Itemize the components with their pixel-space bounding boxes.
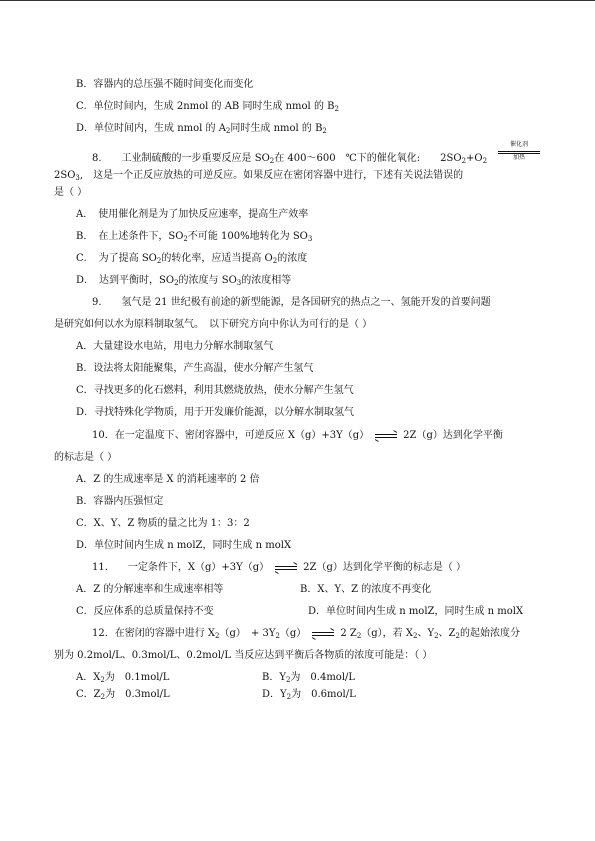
text: 的转化率，应适当提高 O	[161, 253, 273, 264]
q10-stem-line2	[54, 453, 117, 463]
q9-stem-line1	[92, 298, 491, 308]
q11-stem	[92, 563, 466, 573]
text: B．X、Y、Z 的浓度不再变化	[300, 584, 432, 595]
q9-stem-line2	[54, 320, 372, 330]
text: 8. 工业制硫酸的一步重要反应是 SO	[92, 153, 270, 164]
text: A．大量建设水电站，用电力分解水制取氢气	[76, 341, 274, 352]
q9-option-c	[76, 386, 354, 396]
q7-option-c	[76, 102, 339, 112]
q12-option-a	[76, 673, 169, 683]
text: A．Z 的分解速率和生成速率相等	[76, 584, 224, 595]
text: B．容器内压强恒定	[76, 496, 164, 507]
text: 为 0.3mol/L	[105, 689, 170, 700]
text: C． 为了提高 SO	[76, 253, 157, 264]
top-rule	[0, 0, 595, 1]
subscript: 2	[174, 279, 179, 287]
subscript: 3	[236, 279, 242, 287]
text: D．寻找特殊化学物质，用于开发廉价能源，以分解水制取氢气	[76, 407, 355, 418]
q10-option-c	[76, 519, 250, 529]
subscript: 2	[100, 693, 106, 701]
subscript: 2	[412, 632, 418, 640]
text: 、Z	[438, 628, 456, 639]
subscript: 2	[356, 632, 362, 640]
text: 别为 0.2mol/L、0.3mol/L、0.2mol/L 当反应达到平衡后各物质的浓度可能是：（ ）	[54, 650, 433, 661]
text: +O	[466, 153, 483, 164]
q7-option-b-text: B．容器内的总压强不随时间变化而变化	[76, 79, 254, 90]
text: 的浓度	[277, 253, 308, 264]
equilibrium-arrow	[275, 565, 297, 571]
equilibrium-arrow	[312, 631, 334, 637]
subscript: 2	[215, 632, 220, 640]
q11-option-a	[76, 585, 223, 595]
text: D．单位时间内生成 n molZ，同时生成 n molX	[308, 606, 524, 617]
text: 2Z（g）达到化学平衡	[403, 430, 503, 441]
text: A．Z 的生成速率是 X 的消耗速率的 2 倍	[76, 474, 260, 485]
q9-option-d	[76, 408, 354, 418]
subscript: 2	[285, 676, 291, 684]
text: A．X	[76, 672, 101, 683]
subscript: 2	[275, 632, 280, 640]
q7-option-d	[76, 124, 327, 134]
q9-option-a	[76, 342, 273, 352]
heat-label: 加热	[512, 154, 525, 161]
text: 9. 氢气是 21 世纪极有前途的新型能源，是各国研究的热点之一、氢能开发的首要问题	[92, 297, 491, 308]
text: 2Z（g）达到化学平衡的标志是（ ）	[303, 562, 467, 573]
text: 为 0.4mol/L	[290, 672, 356, 683]
text: 的浓度与 SO	[178, 275, 237, 286]
q8-option-c	[76, 254, 307, 264]
text: 同时生成 nmol 的 B	[230, 123, 323, 134]
text: B． 在上述条件下，SO	[76, 231, 184, 242]
catalyst-label: 催化剂	[509, 141, 528, 148]
q8-stem-line2	[54, 171, 463, 181]
text: D． 达到平衡时，SO	[76, 275, 175, 286]
subscript: 2	[322, 127, 327, 135]
forward-arrow	[498, 151, 540, 152]
subscript: 3	[75, 174, 80, 182]
text: 在 400～600 ℃下的催化氧化: 2SO	[274, 153, 462, 164]
subscript: 2	[482, 157, 488, 165]
text: D．单位时间内生成 n molZ，同时生成 n molX	[76, 540, 292, 551]
q12-option-c	[76, 690, 170, 700]
text: （g） + 3Y	[219, 628, 276, 639]
subscript: 2	[272, 257, 278, 265]
subscript: 2	[225, 127, 231, 135]
q12-option-d	[262, 690, 356, 700]
subscript: 2	[455, 632, 460, 640]
text: 不可能 100%地转化为 SO	[187, 231, 308, 242]
equilibrium-arrow	[375, 433, 397, 439]
text: 的标志是（ ）	[54, 452, 118, 463]
q10-option-b	[76, 497, 163, 507]
q7-option-b	[76, 80, 253, 90]
text: B．Y	[262, 672, 286, 683]
subscript: 2	[286, 693, 292, 701]
text: C．单位时间内，生成 2nmol 的 AB 同时生成 nmol 的 B	[76, 101, 335, 112]
q8-option-b	[76, 232, 312, 242]
q11-option-b	[300, 585, 431, 595]
text: 的起始浓度分	[459, 628, 520, 639]
subscript: 3	[307, 235, 313, 243]
subscript: 2	[434, 632, 439, 640]
subscript: 2	[334, 105, 339, 113]
text: C．寻找更多的化石燃料，利用其燃烧放热，使水分解产生氢气	[76, 385, 354, 396]
subscript: 2	[183, 235, 188, 243]
text: 、Y	[417, 628, 435, 639]
subscript: 2	[156, 257, 162, 265]
text: D．单位时间内，生成 nmol 的 A	[76, 123, 226, 134]
q8-stem-line3	[54, 188, 87, 198]
text: 是研究如何以水为原料制取氢气。 以下研究方向中你认为可行的是（ ）	[54, 319, 373, 330]
q10-stem-line1	[92, 431, 503, 441]
q12-stem-line2	[54, 651, 432, 661]
q12-stem-line1	[92, 629, 520, 639]
text: C．Z	[76, 689, 101, 700]
q12-option-b	[262, 673, 355, 683]
subscript: 2	[269, 157, 275, 165]
text: （g），若 X	[361, 628, 413, 639]
q11-option-c	[76, 607, 214, 617]
text: 的浓度相等	[241, 275, 292, 286]
subscript: 2	[461, 157, 467, 165]
text: C．X、Y、Z 物质的量之比为 1：3：2	[76, 518, 250, 529]
q8-stem-line1	[92, 154, 487, 164]
catalyst-equilibrium-arrow	[496, 142, 542, 162]
subscript: 2	[100, 676, 105, 684]
text: 11. 一定条件下，X（g）+3Y（g）	[92, 562, 270, 573]
text: B．设法将太阳能聚集，产生高温，使水分解产生氢气	[76, 363, 314, 374]
q9-option-b	[76, 364, 313, 374]
text: 2SO	[54, 170, 76, 181]
text: , 这是一个正反应放热的可逆反应。如果反应在密闭容器中进行，下述有关说法错误的	[79, 170, 464, 181]
q10-option-d	[76, 541, 291, 551]
q8-option-a	[76, 210, 308, 220]
text: （g）	[279, 628, 307, 639]
text: 12．在密闭的容器中进行 X	[92, 628, 216, 639]
text: 10．在一定温度下、密闭容器中，可逆反应 X（g）+3Y（g）	[92, 430, 370, 441]
text: C．反应体系的总质量保持不变	[76, 606, 214, 617]
q8-option-d	[76, 276, 291, 286]
text: 为 0.1mol/L	[104, 672, 170, 683]
text: 2 Z	[340, 628, 357, 639]
text: D．Y	[262, 689, 287, 700]
text: 是（ ）	[54, 187, 88, 198]
text: A． 使用催化剂是为了加快反应速率，提高生产效率	[76, 209, 309, 220]
text: 为 0.6mol/L	[291, 689, 356, 700]
q10-option-a	[76, 475, 260, 485]
q11-option-d	[308, 607, 523, 617]
